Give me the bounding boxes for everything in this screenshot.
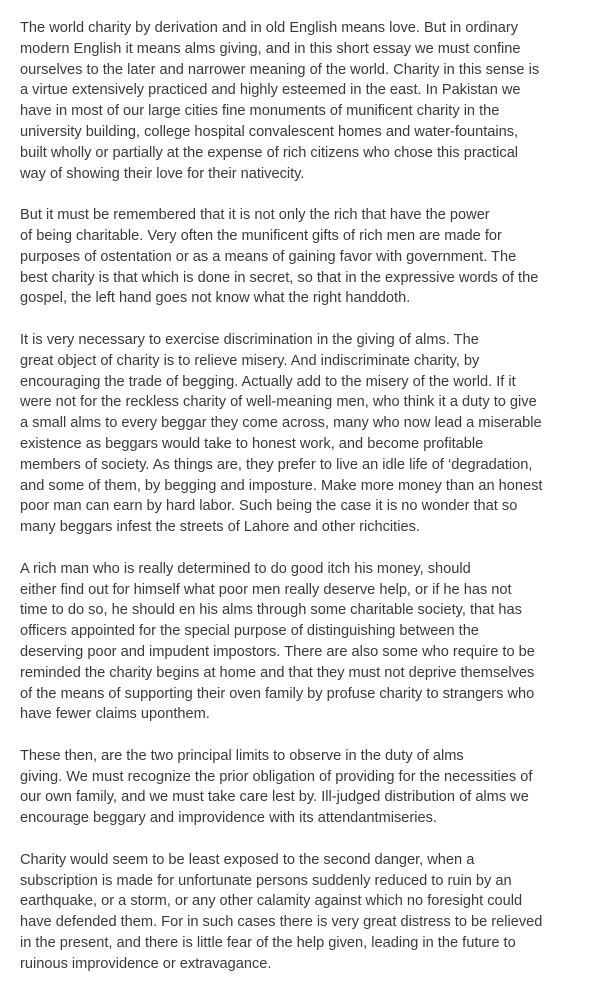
text-line: reminded the charity begins at home and that they must not deprive themselves xyxy=(20,664,535,681)
text-line: members of society. As things are, they prefer to live an idle life of ‘degradation, xyxy=(20,456,533,473)
text-line: a virtue extensively practiced and highly esteemed in the east. In Pakistan we xyxy=(20,82,521,99)
text-line: were not for the reckless charity of well-meaning men, who think it a duty to give xyxy=(20,394,537,411)
text-line: Charity would seem to be least exposed to the second danger, when a xyxy=(20,851,475,868)
essay-body xyxy=(20,18,582,995)
text-line: modern English it means alms giving, and in this short essay we must confine xyxy=(20,40,521,57)
text-line: officers appointed for the special purpose of distinguishing between the xyxy=(20,623,479,640)
text-line: A rich man who is really determined to do good itch his money, should xyxy=(20,560,471,577)
paragraph-2 xyxy=(20,205,582,309)
text-line: of the means of supporting their oven family by profuse charity to strangers who xyxy=(20,685,535,702)
paragraph-6 xyxy=(20,850,582,975)
text-line: It is very necessary to exercise discrimination in the giving of alms. The xyxy=(20,331,479,348)
text-line: But it must be remembered that it is not only the rich that have the power xyxy=(20,207,490,224)
text-line: have in most of our large cities fine monuments of munificent charity in the xyxy=(20,103,500,120)
text-line: many beggars infest the streets of Lahore and other richcities. xyxy=(20,519,420,536)
text-line: existence as beggars would take to honest work, and become profitable xyxy=(20,435,484,452)
text-line: giving. We must recognize the prior obligation of providing for the necessities of xyxy=(20,768,533,785)
text-line: built wholly or partially at the expense of rich citizens who chose this practical xyxy=(20,144,519,161)
text-line: ourselves to the later and narrower meaning of the world. Charity in this sense is xyxy=(20,61,540,78)
paragraph-4 xyxy=(20,559,582,725)
text-line: university building, college hospital convalescent homes and water-fountains, xyxy=(20,123,519,140)
text-line: ruinous improvidence or extravagance. xyxy=(20,955,272,972)
text-line: gospel, the left hand goes not know what the right handdoth. xyxy=(20,290,411,307)
text-line: have defended them. For in such cases there is very great distress to be relieved xyxy=(20,914,543,931)
text-line: in the present, and there is little fear of the help given, leading in the future to xyxy=(20,935,516,952)
text-line: of being charitable. Very often the munificent gifts of rich men are made for xyxy=(20,227,502,244)
text-line: either find out for himself what poor men really deserve help, or if he has not xyxy=(20,581,512,598)
text-line: poor man can earn by hard labor. Such being the case it is no wonder that so xyxy=(20,498,518,515)
text-line: and some of them, by begging and imposture. Make more money than an honest xyxy=(20,477,543,494)
text-line: a small alms to every beggar they come across, many who now lead a miserable xyxy=(20,415,542,432)
text-line: encourage beggary and improvidence with its attendantmiseries. xyxy=(20,810,437,827)
paragraph-1 xyxy=(20,18,582,184)
text-line: subscription is made for unfortunate persons suddenly reduced to ruin by an xyxy=(20,872,512,889)
text-line: encouraging the trade of begging. Actually add to the misery of the world. If it xyxy=(20,373,516,390)
text-line: deserving poor and impudent impostors. There are also some who require to be xyxy=(20,643,535,660)
paragraph-3 xyxy=(20,330,582,538)
text-line: purposes of ostentation or as a means of gaining favor with government. The xyxy=(20,248,517,265)
text-line: earthquake, or a storm, or any other calamity against which no foresight could xyxy=(20,893,523,910)
text-line: time to do so, he should en his alms through some charitable society, that has xyxy=(20,602,522,619)
text-line: best charity is that which is done in secret, so that in the expressive words of the xyxy=(20,269,539,286)
paragraph-5 xyxy=(20,746,582,829)
text-line: our own family, and we must take care lest by. Ill-judged distribution of alms we xyxy=(20,789,529,806)
text-line: These then, are the two principal limits to observe in the duty of alms xyxy=(20,747,464,764)
text-line: have fewer claims uponthem. xyxy=(20,706,210,723)
text-line: way of showing their love for their nativecity. xyxy=(20,165,305,182)
text-line: The world charity by derivation and in old English means love. But in ordinary xyxy=(20,20,519,36)
text-line: great object of charity is to relieve misery. And indiscriminate charity, by xyxy=(20,352,480,369)
